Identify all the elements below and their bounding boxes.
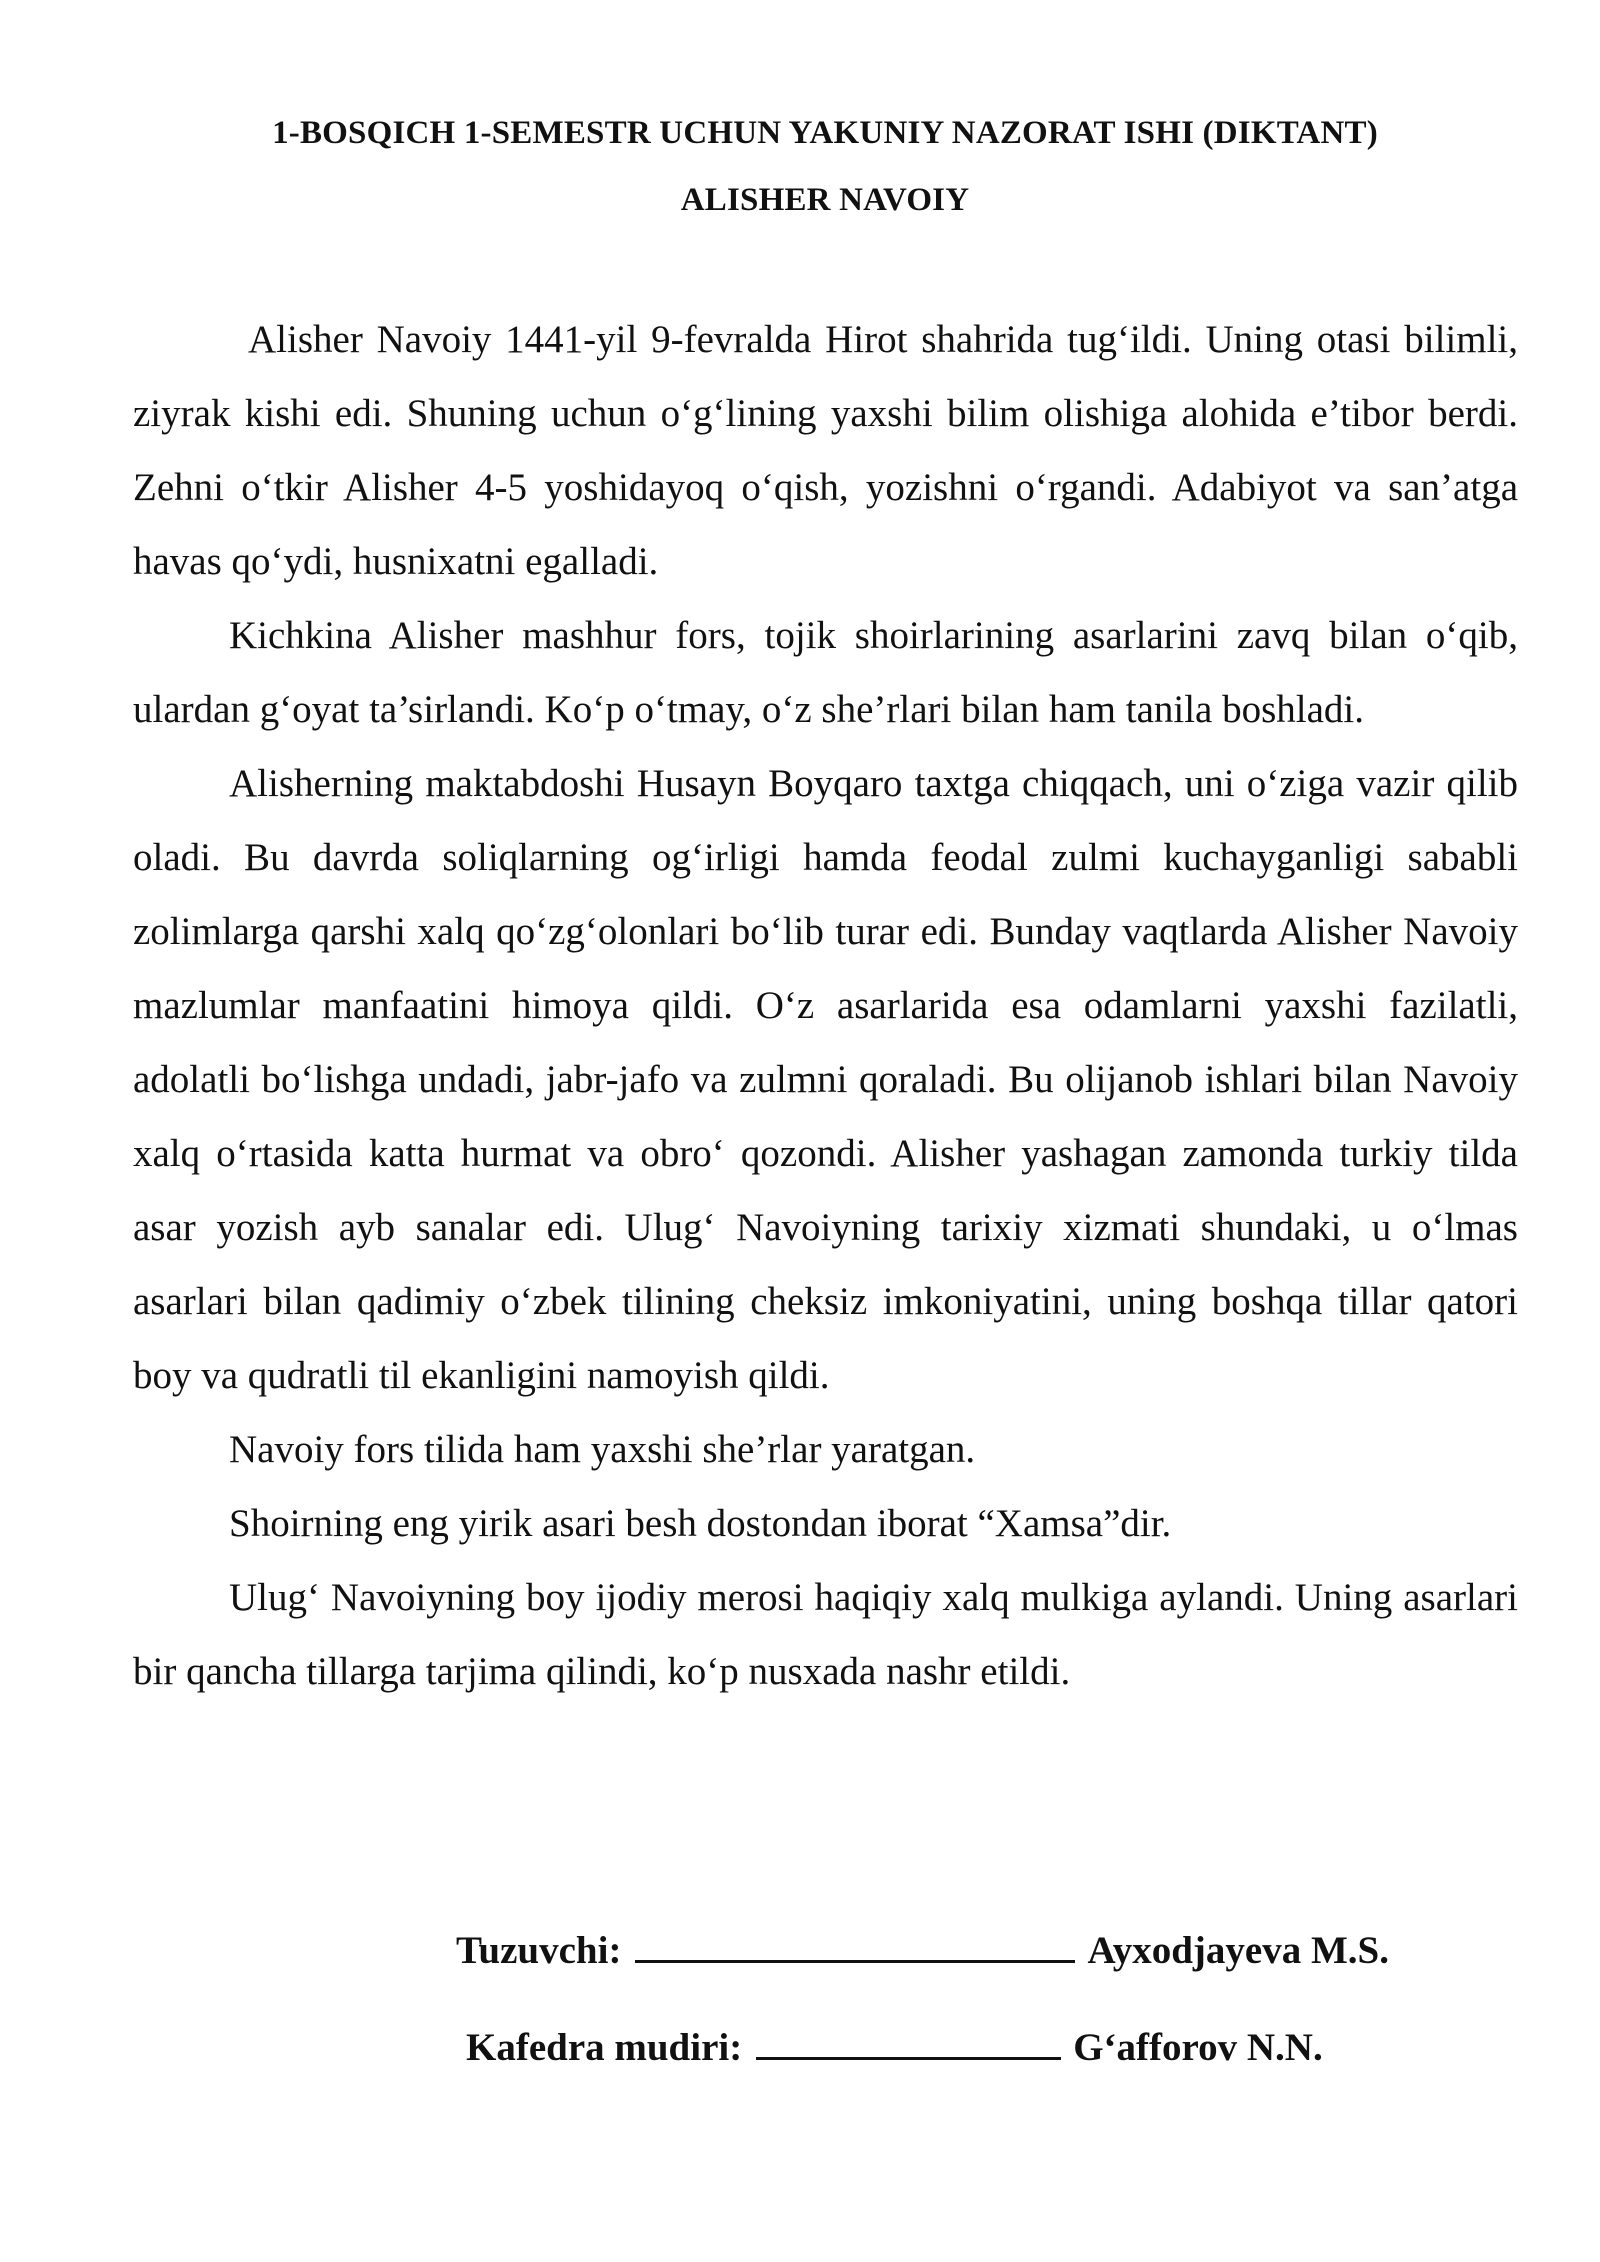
- compiler-signature: [456, 1928, 1389, 1973]
- head-label: Kafedra mudiri:: [466, 2026, 743, 2069]
- dictation-text: [133, 303, 1518, 1709]
- paragraph-6: Ulug‘ Navoiyning boy ijodiy merosi haqiqiy xalq mulkiga aylandi. Uning asarlari bir qancha tillarga tarjima qilindi, ko‘p nusxada nashr etildi.: [133, 1576, 1518, 1693]
- compiler-label: Tuzuvchi:: [456, 1929, 622, 1972]
- paragraph-2: Kichkina Alisher mashhur fors, tojik shoirlarining asarlarini zavq bilan o‘qib, ulardan g‘oyat ta’sirlandi. Ko‘p o‘tmay, o‘z she’rlari bilan ham tanila boshladi.: [133, 614, 1518, 731]
- paragraph-1: Alisher Navoiy 1441-yil 9-fevralda Hirot shahrida tug‘ildi. Uning otasi bilimli, ziyrak kishi edi. Shuning uchun o‘g‘lining yaxshi bilim olishiga alohida e’tibor berdi. Zehni o‘tkir Alisher 4-5 yoshidayoq o‘qish, yozishni o‘rgandi. Adabiyot va san’atga havas qo‘ydi, husnixatni egalladi.: [133, 318, 1518, 583]
- paragraph-4: Navoiy fors tilida ham yaxshi she’rlar yaratgan.: [229, 1428, 976, 1471]
- paragraph-5: Shoirning eng yirik asari besh dostondan iborat “Xamsa”dir.: [229, 1502, 1172, 1545]
- head-signature-line: [756, 2027, 1061, 2060]
- paragraph-3: Alisherning maktabdoshi Husayn Boyqaro taxtga chiqqach, uni o‘ziga vazir qilib oladi. Bu davrda soliqlarning og‘irligi hamda feodal zulmi kuchayganligi sababli zolimlarga qarshi xalq qo‘zg‘olonlari bo‘lib turar edi. Bunday vaqtlarda Alisher Navoiy mazlumlar manfaatini himoya qildi. O‘z asarlarida esa odamlarni yaxshi fazilatli, adolatli bo‘lishga undadi, jabr-jafo va zulmni qoraladi. Bu olijanob ishlari bilan Navoiy xalq o‘rtasida katta hurmat va obro‘ qozondi. Alisher yashagan zamonda turkiy tilda asar yozish ayb sanalar edi. Ulug‘ Navoiyning tarixiy xizmati shundaki, u o‘lmas asarlari bilan qadimiy o‘zbek tilining cheksiz imkoniyatini, uning boshqa tillar qatori boy va qudratli til ekanligini namoyish qildi.: [133, 762, 1518, 1397]
- compiler-signature-line: [635, 1930, 1075, 1963]
- document-title: 1-BOSQICH 1-SEMESTR UCHUN YAKUNIY NAZORAT ISHI (DIKTANT): [272, 115, 1378, 151]
- head-name: G‘afforov N.N.: [1073, 2026, 1323, 2069]
- document-subtitle: ALISHER NAVOIY: [680, 182, 970, 218]
- compiler-name: Ayxodjayeva M.S.: [1087, 1929, 1389, 1972]
- head-signature: [466, 2025, 1323, 2070]
